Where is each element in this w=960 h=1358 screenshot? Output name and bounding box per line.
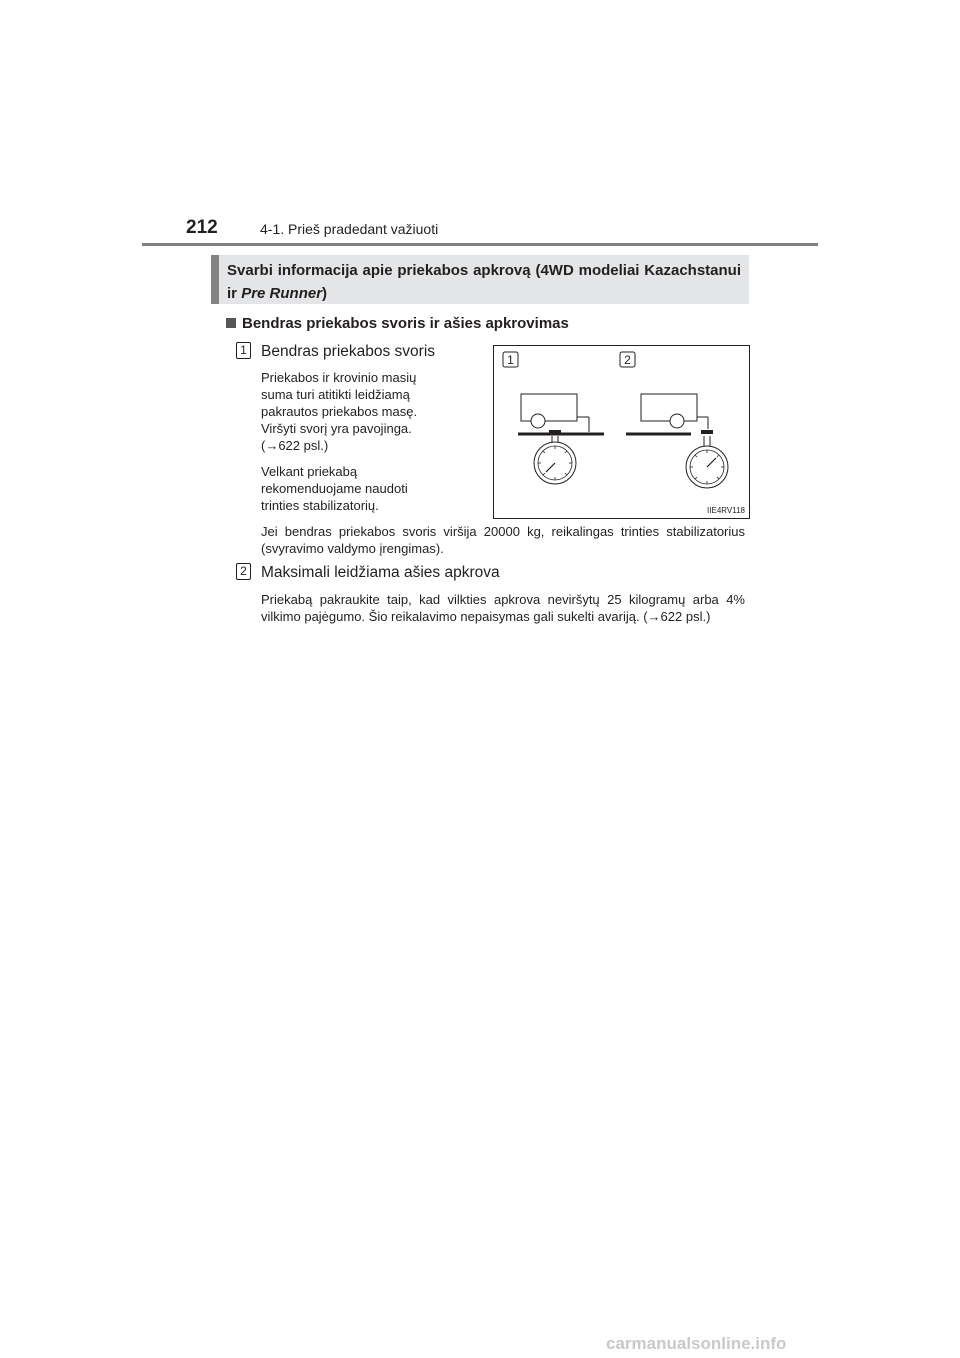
item-number-badge: 2 (236, 563, 251, 580)
text-line: Priekabos ir krovinio masių (261, 370, 417, 385)
text-line: Velkant priekabą (261, 464, 358, 479)
trailer-scale-figure (493, 345, 750, 519)
item-title: Maksimali leidžiama ašies apkrova (261, 564, 500, 581)
title-text-end: ) (322, 285, 328, 302)
trailer-weight-illustration (494, 346, 750, 519)
text-line: suma turi atitikti leidžiamą (261, 387, 410, 402)
figure-code: IIE4RV118 (707, 506, 745, 515)
text-line: Viršyti svorį yra pavojinga. (261, 421, 412, 436)
title-text-start: Svarbi informacija apie priekabos apkrovą (4WD modeliai Kazachstanui ir (227, 262, 741, 302)
item-1-paragraph-2 (261, 463, 408, 514)
text-line: trinties stabilizatorių. (261, 498, 379, 513)
item-number-badge: 1 (236, 342, 251, 359)
title-box (211, 255, 749, 304)
text-line: pakrautos priekabos masę. (261, 404, 418, 419)
item-title: Bendras priekabos svoris (261, 343, 436, 360)
header-rule (142, 243, 818, 246)
subheading (226, 315, 569, 332)
item-1-paragraph-3: Jei bendras priekabos svoris viršija 20000 kg, reikalingas trinties stabilizatorius (svyravimo valdymo įrengimas). (261, 524, 745, 556)
text-line: (→622 psl.) (261, 438, 329, 453)
item-2-paragraph-1: Priekabą pakraukite taip, kad vilkties apkrova neviršytų 25 kilogramų arba 4% vilkimo pajėgumo. Šio reikalavimo nepaisymas gali sukelti avariją. (→622 psl.) (261, 592, 745, 624)
figure-label-2: 2 (624, 353, 631, 367)
watermark: carmanualsonline.info (606, 1334, 787, 1353)
text-line: rekomenduojame naudoti (261, 481, 408, 496)
trailer-on-scale-left (518, 394, 604, 484)
section-header: 4-1. Prieš pradedant važiuoti (260, 221, 439, 237)
page-number: 212 (186, 217, 218, 238)
trailer-on-scale-right (626, 394, 728, 488)
figure-label-1: 1 (507, 353, 514, 367)
subheading-text: Bendras priekabos svoris ir ašies apkrovimas (242, 315, 569, 332)
title-text (227, 259, 741, 305)
item-1-paragraph-1 (261, 369, 417, 454)
title-text-italic: Pre Runner (241, 285, 323, 302)
square-bullet-icon (226, 318, 236, 328)
